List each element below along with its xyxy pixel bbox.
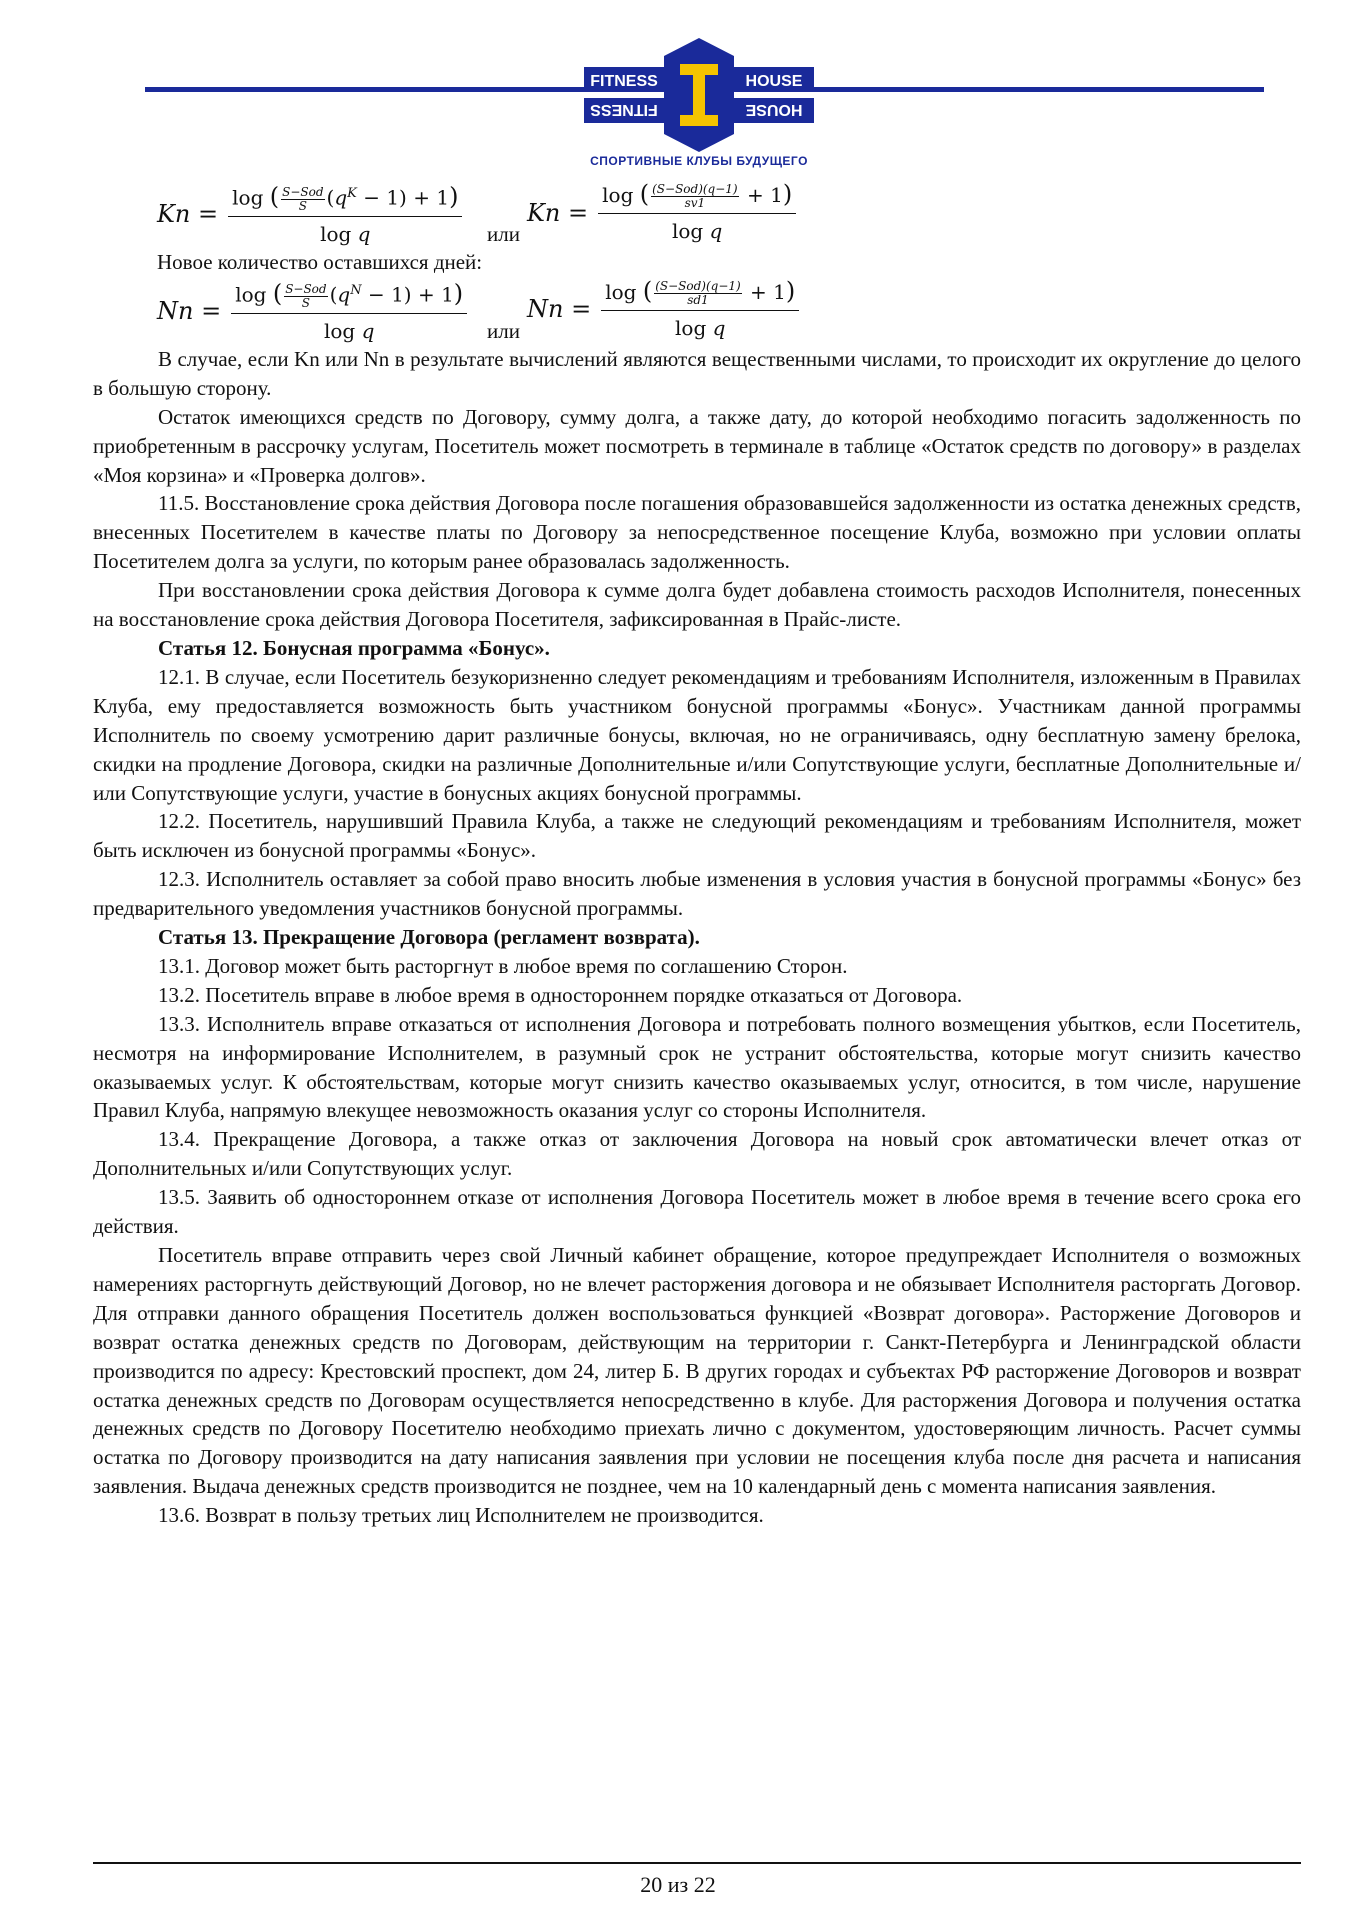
paragraph: При восстановлении срока действия Договора к сумме долга будет добавлена стоимость расходов Исполнителя, понесенных на восстановление срока действия Договора Посетителя, зафиксированная в Прайс-листе. <box>93 578 1301 632</box>
logo-tagline: СПОРТИВНЫЕ КЛУБЫ БУДУЩЕГО <box>590 154 808 168</box>
paragraph: 13.5. Заявить об одностороннем отказе от исполнения Договора Посетитель может в любое время в течение всего срока его действия. <box>93 1185 1301 1239</box>
paragraph: 13.3. Исполнитель вправе отказаться от исполнения Договора и потребовать полного возмещения убытков, если Посетитель, несмотря на информирование Исполнителем, в разумный срок не устранит обстоятельства, которые могут снизить качество оказываемых услуг. К обстоятельствам, которые могут снизить качество оказываемых услуг, относится, в том числе, нарушение Правил Клуба, напрямую влекущее невозможность оказания услуг со стороны Исполнителя. <box>93 1011 1301 1123</box>
paragraph: 11.5. Восстановление срока действия Договора после погашения образовавшейся задолженности из остатка денежных средств, внесенных Посетителем в качестве платы по Договору за непосредственное посещение Клуба, возможно при условии оплаты Посетителем долга за услуги, по которым ранее образовалась задолженность. <box>93 491 1301 574</box>
paragraph: 13.2. Посетитель вправе в любое время в одностороннем порядке отказаться от Договора. <box>158 982 963 1007</box>
footer-rule <box>93 1862 1301 1864</box>
paragraph: 12.1. В случае, если Посетитель безукоризненно следует рекомендациям и требованиям Исполнителя, изложенным в Правилах Клуба, ему предоставляется возможность быть участником бонусной программы «Бонус». Участникам данной программы Исполнитель по своему усмотрению дарит различные бонусы, включая, но не ограничиваясь, одну бесплатную замену брелока, скидки на продление Договора, скидки на различные Дополнительные и/или Сопутствующие услуги, бесплатные Дополнительные и/или Сопутствующие услуги, участие в бонусных акциях бонусной программы. <box>93 664 1301 805</box>
article-12-heading: Статья 12. Бонусная программа «Бонус». <box>158 635 550 660</box>
logo-text-house-mirrored: FITNESS <box>590 101 658 118</box>
or-label: или <box>487 222 520 246</box>
article-13-heading: Статья 13. Прекращение Договора (регламент возврата). <box>158 925 700 950</box>
paragraph: 13.4. Прекращение Договора, а также отказ от заключения Договора на новый срок автоматически влечет отказ от Дополнительных и/или Сопутствующих услуг. <box>93 1127 1301 1181</box>
paragraph: 13.6. Возврат в пользу третьих лиц Исполнителем не производится. <box>158 1503 764 1528</box>
logo-text-fitness: FITNESS <box>590 73 658 90</box>
logo-text-house: HOUSE <box>745 73 803 90</box>
paragraph: Посетитель вправе отправить через свой Личный кабинет обращение, которое предупреждает Исполнителя о возможных намерениях расторгнуть действующий Договор, но не влечет расторжения договора и не обязывает Исполнителя расторгать Договор. Для отправки данного обращения Посетитель должен воспользоваться функцией «Возврат договора». Расторжение Договоров и возврат остатка денежных средств по Договорам, действующим на территории г. Санкт-Петербурга и Ленинградской области производится по адресу: Крестовский проспект, дом 24, литер Б. В других городах и субъектах РФ расторжение Договоров и возврат остатка денежных средств по Договорам осуществляется непосредственно в клубе. Для расторжения Договора и получения остатка денежных средств по Договору Посетителю необходимо приехать лично с документом, удостоверяющим личность. Расчет суммы остатка по Договору производится на дату написания заявления при условии не посещения клуба после дня расчета и написания заявления. Выдача денежных средств производится не позднее, чем на 10 календарный день с момента написания заявления. <box>93 1243 1301 1499</box>
logo-icon <box>584 36 814 154</box>
paragraph: В случае, если Kn или Nn в результате вычислений являются вещественными числами, то происходит их округление до целого в большую сторону. <box>93 346 1301 400</box>
paragraph: 12.2. Посетитель, нарушивший Правила Клуба, а также не следующий рекомендациям и требованиям Исполнителя, может быть исключен из бонусной программы «Бонус». <box>93 809 1301 863</box>
paragraph: Остаток имеющихся средств по Договору, сумму долга, а также дату, до которой необходимо погасить задолженность по приобретенным в рассрочку услугам, Посетитель может посмотреть в терминале в таблице «Остаток средств по договору» в разделах «Моя корзина» и «Проверка долгов». <box>93 404 1301 487</box>
paragraph: 12.3. Исполнитель оставляет за собой право вносить любые изменения в условия участия в бонусной программы «Бонус» без предварительного уведомления участников бонусной программы. <box>93 867 1301 921</box>
logo-text-fitness-mirrored: HOUSE <box>745 101 803 118</box>
page-number: 20 из 22 <box>640 1872 716 1897</box>
fitness-house-logo <box>584 36 844 172</box>
formula-nn: Nn = log ( $\frac{\text{S−Sod}}{S}$ $(q^N - 1) + 1$) log q или Nn = log ( $\frac{\text{(S−Sod)(q−1)}}{sd1}$ + 1) log q <box>93 277 1301 345</box>
remaining-days-label: Новое количество оставшихся дней: <box>157 250 483 274</box>
document-body <box>93 180 1301 1530</box>
kn-label: Kn = <box>157 199 219 228</box>
paragraph: 13.1. Договор может быть расторгнут в любое время по соглашению Сторон. <box>158 953 848 978</box>
formula-kn: Kn = log ( $\frac{\text{S−Sod}}{S}$ $(q^K - 1) + 1$) log q или Kn = log ( $\frac{\text{(S−Sod)(q−1)}}{sv1}$ + 1) log q <box>93 180 1301 248</box>
